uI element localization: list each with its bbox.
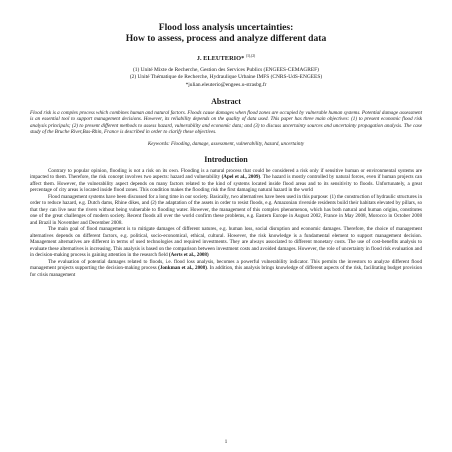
paragraph-text: Flood management systems have been discussed for a long time in our society. Basically, two alternatives have been used in this purpose: (1) the construction of hydraulic structures in order to reduce hazard, e.g. Dutch dams, Rhine dikes, and (2) the adaptation of the assets in order to resist floods, e.g. Amazonian riverside residents build their habitats elevated by pillars, so that they can live near the rivers without being vulnerable to flooding water. However, the management of this complex phenomenon, which has both natural and human origins, constitutes one of the great challenges of modern society. Recent floods all over the world confirm these problems, e.g. Eastern Europe in August 2002, France in May 2008, Morocco in October 2008 and Brazil in November and December 2008.: [30, 193, 422, 226]
abstract-text: Flood risk is a complex process which combines human and natural factors. Floods cause damages when flood zones are occupied by vulnerable human systems. Potential damage assessment is an essential tool to support management decisions. However, its reliability depends on the quality of data used. This paper has three main objectives: (1) to present economic flood risk analysis principals; (2) to present different methods to assess hazard, vulnerability and economic data; and (3) to discuss uncertainty sources and uncertainty propagation analysis. The case study of the Bruche River,Bas-Rhin, France is described in order to clarify these objectives.: [30, 109, 422, 136]
paragraph-text: . In addition, this analysis brings knowledge of different aspects of the risk, facilitating budget provision for crisis management: [30, 265, 423, 278]
introduction-body: [30, 168, 422, 279]
page-number: 1: [224, 439, 228, 445]
citation: (Apel et al., 2009): [221, 174, 261, 181]
citation: (Aerts et al., 2008): [168, 252, 209, 259]
paragraph: [30, 194, 422, 227]
abstract-heading: Abstract: [211, 96, 241, 106]
paragraph: [30, 226, 422, 259]
paragraph-text: Contrary to popular opinion, flooding is not a risk on its own. Flooding is a natural process that could be considered a risk only if sensitive human or environmental systems are impacted to them. Therefore, the risk concept involves two aspects: hazard and vulnerability: [30, 167, 422, 181]
author-affiliation-marks: (1),(2): [245, 54, 256, 58]
paper-subtitle: How to assess, process and analyze different data: [125, 33, 327, 44]
keywords: Keywords: Flooding, damage, assessment, vulnerability, hazard, uncertainty: [147, 140, 305, 147]
paragraph-text: . The hazard is mostly controlled by natural forces, even if human projects can affect them. However, the vulnerability aspect depends on many factors related to the kind of systems located inside flood areas and to its sensitivity to floods. Unfortunately, a great percentage of city areas is located inside flood zones. This condition makes the flooding risk the first damaging natural hazard in the world: [30, 174, 422, 194]
author-name: J. ELEUTERIO*: [196, 55, 245, 63]
paragraph: [30, 259, 422, 279]
paragraph-text: The main goal of flood management is to mitigate damages of different natures, e.g. human loss, social disruption and economic damages. Therefore, the choice of management alternatives depends on different factors, e.g. political, socio-economical, ethical, cultural. However, the risk knowledge is a fundamental element to support management decision. Management alternatives are different in terms of used technologies and required investments. They are always associated to different monetary costs. The use of cost-benefits analysis to evaluate these alternatives is increasing. This analysis is based on the comparison between investment costs and avoided damages. However, the role of uncertainty in flood risk evaluation and in decision-making process is gaining attention in the research field: [30, 226, 422, 259]
paragraph-text: The evaluation of potential damages related to floods, i.e. flood loss analysis, becomes a powerful vulnerability indicator. This permits the investors to analyze different flood management projects supporting the decision-making process: [30, 258, 422, 272]
citation: (Jonkman et al., 2008): [158, 265, 207, 272]
title-block: [30, 22, 422, 44]
author-line: [30, 54, 422, 62]
affiliation-2: (2) Unité Thématique de Recherche, Hydraulique Urbaine IMFS (CNRS-UdS-ENGEES): [129, 74, 323, 81]
author-email: *julian.eleuterio@engees.u-strasbg.fr: [185, 81, 267, 88]
paragraph: [30, 168, 422, 194]
affiliation-1: (1) Unité Mixte de Recherche, Gestion des Services Publics (ENGEES-CEMAGREF): [133, 67, 319, 74]
paper-title: Flood loss analysis uncertainties:: [158, 22, 294, 33]
introduction-heading: Introduction: [204, 154, 248, 164]
